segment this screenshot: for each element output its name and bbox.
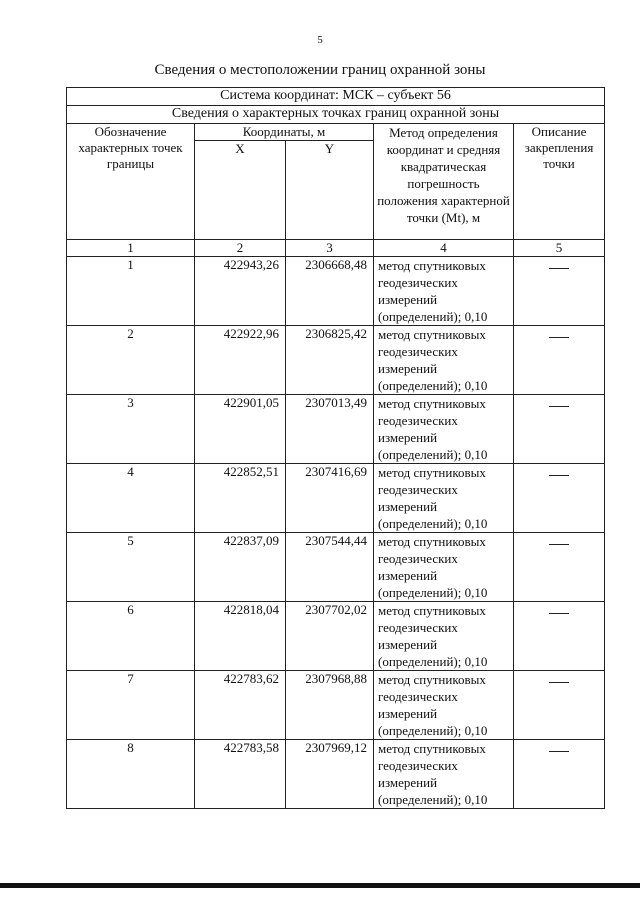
column-number: 2: [195, 240, 286, 257]
page-number: 5: [317, 34, 323, 46]
table-row: [67, 533, 605, 602]
method-cell: метод спутниковых геодезических измерений (определений); 0,10: [374, 326, 514, 395]
table-row: [67, 671, 605, 740]
coordinates-table: [66, 87, 605, 809]
x-coordinate-cell: 422783,62: [195, 671, 286, 740]
point-number-cell: 1: [67, 257, 195, 326]
table-row: [67, 740, 605, 809]
coordinate-system-row: [67, 88, 605, 106]
point-number-cell: 8: [67, 740, 195, 809]
empty-dash: [549, 544, 569, 545]
y-coordinate-cell: 2307969,12: [286, 740, 374, 809]
column-number: 1: [67, 240, 195, 257]
description-cell: [514, 740, 605, 809]
description-cell: [514, 257, 605, 326]
method-cell: метод спутниковых геодезических измерений (определений); 0,10: [374, 602, 514, 671]
empty-dash: [549, 475, 569, 476]
x-coordinate-cell: 422837,09: [195, 533, 286, 602]
header-coordinates: Координаты, м: [195, 124, 374, 141]
section-title-cell: Сведения о характерных точках границ охранной зоны: [67, 106, 605, 124]
column-number-row: [67, 240, 605, 257]
section-title-row: [67, 106, 605, 124]
description-cell: [514, 671, 605, 740]
description-cell: [514, 395, 605, 464]
description-cell: [514, 326, 605, 395]
x-coordinate-cell: 422943,26: [195, 257, 286, 326]
x-coordinate-cell: 422783,58: [195, 740, 286, 809]
x-coordinate-cell: 422922,96: [195, 326, 286, 395]
header-row: [67, 124, 605, 141]
column-number: 5: [514, 240, 605, 257]
y-coordinate-cell: 2307702,02: [286, 602, 374, 671]
method-cell: метод спутниковых геодезических измерений (определений); 0,10: [374, 395, 514, 464]
point-number-cell: 2: [67, 326, 195, 395]
column-number: 4: [374, 240, 514, 257]
method-cell: метод спутниковых геодезических измерений (определений); 0,10: [374, 671, 514, 740]
method-cell: метод спутниковых геодезических измерений (определений); 0,10: [374, 257, 514, 326]
y-coordinate-cell: 2307968,88: [286, 671, 374, 740]
table-row: [67, 395, 605, 464]
empty-dash: [549, 268, 569, 269]
column-number: 3: [286, 240, 374, 257]
y-coordinate-cell: 2307013,49: [286, 395, 374, 464]
description-cell: [514, 464, 605, 533]
method-cell: метод спутниковых геодезических измерений (определений); 0,10: [374, 464, 514, 533]
empty-dash: [549, 406, 569, 407]
empty-dash: [549, 682, 569, 683]
point-number-cell: 3: [67, 395, 195, 464]
point-number-cell: 5: [67, 533, 195, 602]
point-number-cell: 7: [67, 671, 195, 740]
bottom-border-bar: [0, 883, 640, 888]
empty-dash: [549, 613, 569, 614]
y-coordinate-cell: 2307544,44: [286, 533, 374, 602]
y-coordinate-cell: 2306668,48: [286, 257, 374, 326]
point-number-cell: 6: [67, 602, 195, 671]
x-coordinate-cell: 422852,51: [195, 464, 286, 533]
header-y: Y: [286, 141, 374, 240]
header-x: X: [195, 141, 286, 240]
empty-dash: [549, 337, 569, 338]
header-method: Метод определения координат и средняя квадратическая погрешность положения характерной точки (Mt), м: [374, 124, 514, 240]
coordinate-system-cell: Система координат: МСК – субъект 56: [67, 88, 605, 106]
y-coordinate-cell: 2306825,42: [286, 326, 374, 395]
table-row: [67, 464, 605, 533]
method-cell: метод спутниковых геодезических измерений (определений); 0,10: [374, 740, 514, 809]
x-coordinate-cell: 422818,04: [195, 602, 286, 671]
table-row: [67, 257, 605, 326]
document-title: Сведения о местоположении границ охранной зоны: [154, 62, 486, 78]
description-cell: [514, 602, 605, 671]
empty-dash: [549, 751, 569, 752]
y-coordinate-cell: 2307416,69: [286, 464, 374, 533]
description-cell: [514, 533, 605, 602]
point-number-cell: 4: [67, 464, 195, 533]
method-cell: метод спутниковых геодезических измерений (определений); 0,10: [374, 533, 514, 602]
header-designation: Обозначение характерных точек границы: [67, 124, 195, 240]
x-coordinate-cell: 422901,05: [195, 395, 286, 464]
header-description: Описание закрепления точки: [514, 124, 605, 240]
table-row: [67, 326, 605, 395]
table-row: [67, 602, 605, 671]
